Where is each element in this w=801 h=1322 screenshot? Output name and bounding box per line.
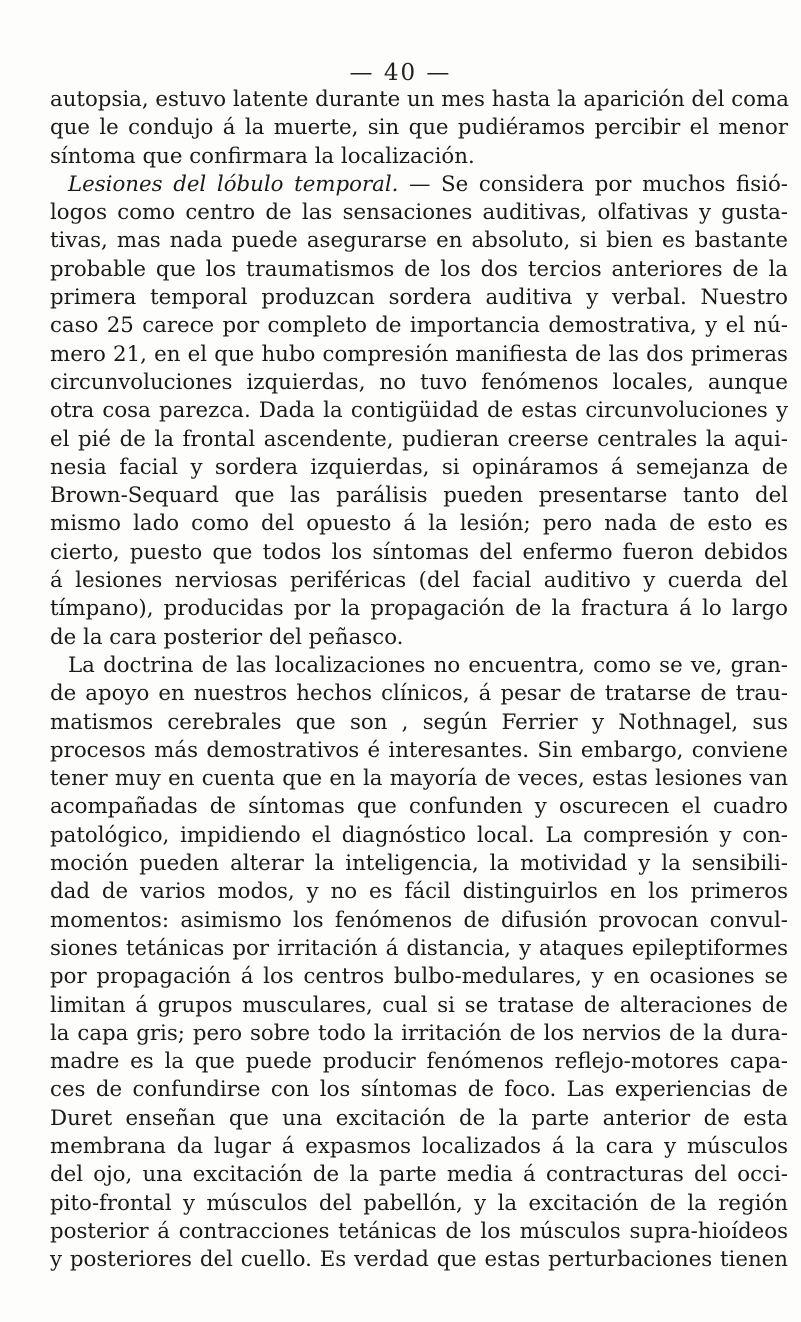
- text-line: tivas, mas nada puede asegurarse en absoluto, si bien es bastante: [50, 228, 788, 254]
- text-line: el pié de la frontal ascendente, pudieran creerse centrales la aqui-: [50, 426, 788, 452]
- text-line: procesos más demostrativos é interesantes. Sin embargo, conviene: [50, 737, 788, 763]
- text-line: de apoyo en nuestros hechos clínicos, á pesar de tratarse de trau-: [50, 681, 788, 707]
- text-line: [50, 171, 788, 199]
- page-number: — 40 —: [349, 60, 452, 86]
- text-line: cierto, puesto que todos los síntomas del enfermo fueron debidos: [50, 539, 788, 565]
- text-line: La doctrina de las localizaciones no encuentra, como se ve, gran-: [68, 652, 788, 678]
- text-line: Duret enseñan que una excitación de la parte anterior de esta: [50, 1105, 788, 1131]
- text-line: tímpano), producidas por la propagación de la fractura á lo largo: [50, 596, 788, 622]
- text-line: moción pueden alterar la inteligencia, la motividad y la sensibili-: [50, 851, 788, 877]
- text-line: y posteriores del cuello. Es verdad que estas perturbaciones tienen: [50, 1247, 788, 1273]
- text-line: membrana da lugar á expasmos localizados á la cara y músculos: [50, 1133, 788, 1159]
- text-line: posterior á contracciones tetánicas de los músculos supra-hioídeos: [50, 1218, 788, 1244]
- text-line: matismos cerebrales que son , según Ferrier y Nothnagel, sus: [50, 709, 788, 735]
- text-line: circunvoluciones izquierdas, no tuvo fenómenos locales, aunque: [50, 369, 788, 395]
- text-line: á lesiones nerviosas periféricas (del facial auditivo y cuerda del: [50, 568, 788, 594]
- text-line: por propagación á los centros bulbo-medulares, y en ocasiones se: [50, 964, 788, 990]
- text-line: otra cosa parezca. Dada la contigüidad de estas circunvoluciones y: [50, 398, 788, 424]
- text-line: momentos: asimismo los fenómenos de difusión provocan convul-: [50, 907, 788, 933]
- text-line: nesia facial y sordera izquierdas, si opináramos á semejanza de: [50, 454, 788, 480]
- text-line: siones tetánicas por irritación á distancia, y ataques epileptiformes: [50, 935, 788, 961]
- text-line: primera temporal produzcan sordera auditiva y verbal. Nuestro: [50, 285, 788, 311]
- text-line: ces de confundirse con los síntomas de foco. Las experiencias de: [50, 1077, 788, 1103]
- text-run: — Se considera por muchos fisió-: [398, 171, 788, 197]
- text-line: la capa gris; pero sobre todo la irritación de los nervios de la dura-: [50, 1020, 788, 1046]
- paragraph: [50, 86, 788, 171]
- text-line: dad de varios modos, y no es fácil distinguirlos en los primeros: [50, 879, 788, 905]
- text-line: probable que los traumatismos de los dos tercios anteriores de la: [50, 256, 788, 282]
- section-heading: Lesiones del lóbulo temporal.: [68, 171, 399, 197]
- text-line: mismo lado como del opuesto á la lesión; pero nada de esto es: [50, 511, 788, 537]
- text-line: mero 21, en el que hubo compresión manifiesta de las dos primeras: [50, 341, 788, 367]
- text-line: acompañadas de síntomas que confunden y oscurecen el cuadro: [50, 794, 788, 820]
- text-line: patológico, impidiendo el diagnóstico local. La compresión y con-: [50, 822, 788, 848]
- paragraph: [50, 171, 788, 652]
- text-line: síntoma que confirmara la localización.: [50, 143, 475, 169]
- text-line: logos como centro de las sensaciones auditivas, olfativas y gusta-: [50, 200, 788, 226]
- text-line: que le condujo á la muerte, sin que pudiéramos percibir el menor: [50, 115, 788, 141]
- body-text: [50, 86, 788, 1274]
- text-line: caso 25 carece por completo de importancia demostrativa, y el nú-: [50, 313, 788, 339]
- text-line: de la cara posterior del peñasco.: [50, 624, 404, 650]
- text-line: pito-frontal y músculos del pabellón, y la excitación de la región: [50, 1190, 788, 1216]
- text-line: madre es la que puede producir fenómenos reflejo-motores capa-: [50, 1049, 788, 1075]
- text-line: del ojo, una excitación de la parte media á contracturas del occi-: [50, 1162, 788, 1188]
- text-line: tener muy en cuenta que en la mayoría de veces, estas lesiones van: [50, 766, 788, 792]
- text-line: autopsia, estuvo latente durante un mes hasta la aparición del coma: [50, 87, 789, 112]
- paragraph: [50, 652, 788, 1275]
- text-line: Brown-Sequard que las parálisis pueden presentarse tanto del: [50, 483, 788, 509]
- text-line: limitan á grupos musculares, cual si se tratase de alteraciones de: [50, 992, 788, 1018]
